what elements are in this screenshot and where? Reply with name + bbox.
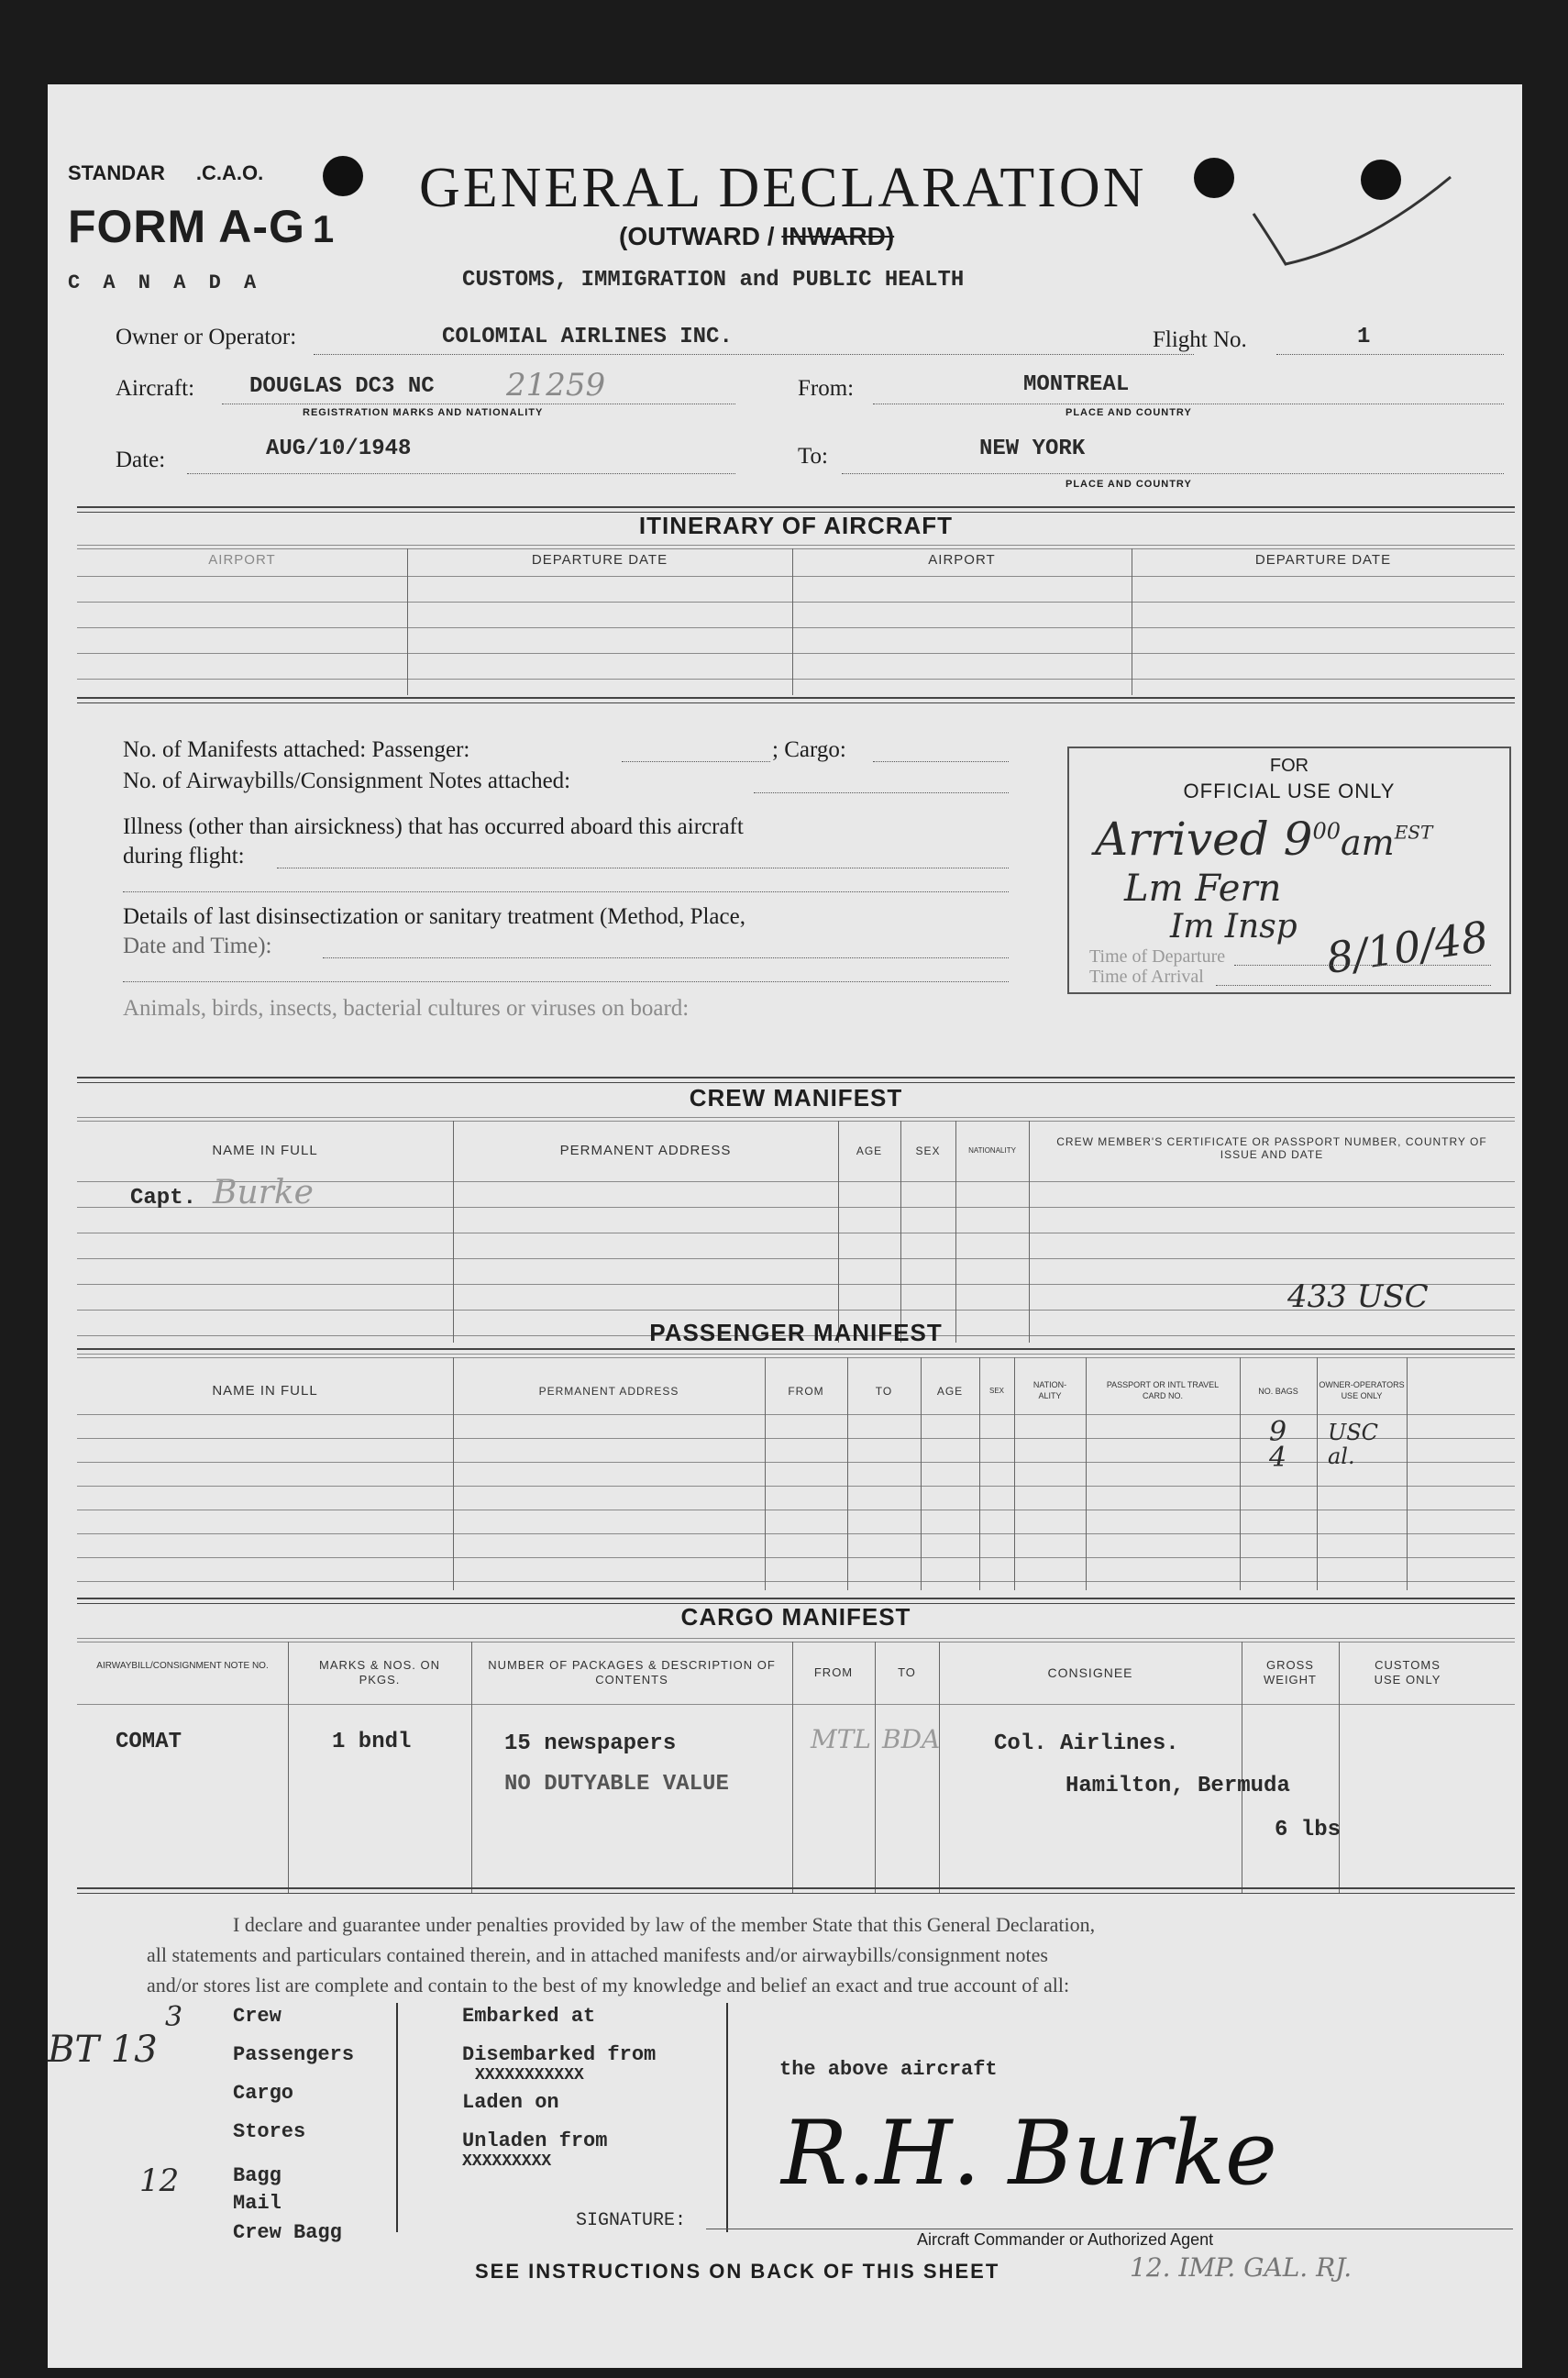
from-label: From: — [798, 376, 855, 401]
form-subtitle: CUSTOMS, IMMIGRATION and PUBLIC HEALTH — [462, 268, 965, 293]
passenger-col-owner: OWNER-OPERATORS USE ONLY — [1319, 1380, 1405, 1400]
cargo-title: CARGO MANIFEST — [680, 1603, 911, 1631]
itinerary-col-airport-1: AIRPORT — [208, 552, 276, 568]
illness-label: Illness (other than airsickness) that has occurred aboard this aircraft — [123, 814, 744, 839]
cargo-marks-value: 1 bndl — [332, 1730, 412, 1754]
crew-col-address: PERMANENT ADDRESS — [559, 1143, 732, 1158]
country-label: C A N A D A — [68, 271, 262, 294]
disinsect-label: Details of last disinsectization or sanitary treatment (Method, Place, — [123, 904, 745, 929]
declaration-item-bagg: Bagg — [233, 2164, 282, 2187]
crew-col-certificate: CREW MEMBER'S CERTIFICATE OR PASSPORT NUMBER, COUNTRY OF ISSUE AND DATE — [1056, 1135, 1487, 1161]
declaration-laden: Laden on — [462, 2091, 559, 2114]
hand-mark-passengers: BT 13 — [48, 2029, 158, 2071]
itinerary-col-departure-2: DEPARTURE DATE — [1254, 552, 1392, 568]
crew-col-sex: SEX — [915, 1145, 941, 1157]
declaration-left-list — [233, 1997, 354, 2249]
cargo-count-label: ; Cargo: — [772, 737, 846, 762]
date-value: AUG/10/1948 — [266, 437, 412, 461]
passenger-bags-1: 9 — [1269, 1416, 1287, 1448]
aircraft-caption: REGISTRATION MARKS AND NATIONALITY — [303, 407, 544, 418]
standard-label: STANDAR .C.A.O. — [68, 161, 264, 184]
hand-mark-bagg: 12 — [139, 2162, 180, 2199]
manifests-label: No. of Manifests attached: Passenger: — [123, 737, 470, 762]
passenger-col-from: FROM — [788, 1385, 824, 1398]
declaration-item-crew-bagg: Crew Bagg — [233, 2221, 342, 2244]
declaration-line-3: and/or stores list are complete and contain to the best of my knowledge and belief an exact and true account of all: — [147, 1974, 1070, 1996]
cargo-weight-value: 6 lbs — [1275, 1818, 1342, 1842]
cargo-to-hand: BDA — [882, 1724, 941, 1754]
crew-col-nationality: NATIONALITY — [968, 1146, 1016, 1155]
owner-value: COLOMIAL AIRLINES INC. — [442, 325, 733, 349]
from-value: MONTREAL — [1023, 372, 1130, 397]
to-caption: PLACE AND COUNTRY — [1066, 479, 1192, 490]
official-use-title-2: OFFICIAL USE ONLY — [1183, 780, 1396, 802]
itinerary-col-airport-2: AIRPORT — [928, 552, 996, 568]
check-mark-icon — [1249, 172, 1460, 282]
declaration-line-1: I declare and guarantee under penalties provided by law of the member State that this General Declaration, — [233, 1913, 1096, 1936]
to-value: NEW YORK — [979, 437, 1086, 461]
animals-label: Animals, birds, insects, bacterial cultures or viruses on board: — [123, 996, 690, 1021]
passenger-col-bags: NO. BAGS — [1258, 1387, 1298, 1396]
declaration-unladen: Unladen from — [462, 2129, 608, 2152]
passenger-col-passport: PASSPORT OR INTL TRAVEL CARD NO. — [1106, 1380, 1220, 1400]
official-hand-date: 8/10/48 — [1323, 911, 1492, 984]
arrived-note: Arrived $9^{00}am^{EST}$ — [1095, 813, 1433, 866]
crew-row — [130, 1174, 314, 1211]
signer-caption: Aircraft Commander or Authorized Agent — [917, 2230, 1214, 2249]
passenger-col-nationality: NATION-ALITY — [1032, 1380, 1067, 1400]
form-id: FORM A-G 1 — [68, 201, 336, 252]
cargo-col-consignee: CONSIGNEE — [1047, 1665, 1133, 1680]
hand-mark-crew: 3 — [165, 2001, 183, 2033]
flight-no-value: 1 — [1357, 325, 1371, 349]
passenger-table — [77, 1319, 1515, 1590]
declaration-line-2: all statements and particulars contained therein, and in attached manifests and/or airwaybills/consignment notes — [147, 1943, 1048, 1966]
flight-no-label: Flight No. — [1153, 327, 1247, 352]
form-sheet — [48, 84, 1522, 2368]
crew-table — [77, 1084, 1515, 1343]
cargo-col-customs: CUSTOMS USE ONLY — [1374, 1658, 1441, 1687]
aircraft-hand: 21259 — [506, 367, 606, 404]
declaration-item-mail: Mail — [233, 2192, 282, 2215]
time-of-arrival-label: Time of Arrival — [1089, 967, 1204, 987]
cargo-from-hand: MTL — [811, 1724, 871, 1754]
passenger-title: PASSENGER MANIFEST — [649, 1319, 943, 1346]
cargo-col-marks: MARKS & NOS. ON PKGS. — [318, 1658, 441, 1687]
direction-label: (OUTWARD / INWARD) — [619, 222, 895, 250]
from-caption: PLACE AND COUNTRY — [1066, 407, 1192, 418]
passenger-col-name: NAME IN FULL — [212, 1383, 318, 1399]
declaration-embarked: Embarked at — [462, 2005, 596, 2028]
declaration-item-passengers: Passengers — [233, 2043, 355, 2066]
passenger-bags-2: 4 — [1269, 1442, 1287, 1474]
punch-hole — [323, 156, 363, 196]
to-label: To: — [798, 444, 828, 469]
declaration-disembarked: Disembarked from — [462, 2043, 657, 2066]
crew-name-hand: Burke — [213, 1174, 314, 1211]
officer-title: Im Insp — [1170, 908, 1297, 946]
aircraft-value: DOUGLAS DC3 NC — [249, 374, 435, 399]
cargo-col-weight: GROSS WEIGHT — [1264, 1658, 1317, 1687]
illness-label-2: during flight: — [123, 844, 245, 868]
passenger-owner-2: al. — [1328, 1443, 1355, 1469]
cargo-description-1: 15 newspapers — [504, 1731, 677, 1756]
passenger-owner-1: USC — [1328, 1420, 1379, 1445]
crew-rank: Capt. — [130, 1186, 197, 1211]
declaration-item-cargo: Cargo — [233, 2082, 294, 2105]
cargo-col-from: FROM — [813, 1665, 854, 1679]
signature-label: SIGNATURE: — [576, 2210, 687, 2231]
itinerary-col-departure-1: DEPARTURE DATE — [531, 552, 668, 568]
form-title: GENERAL DECLARATION — [419, 157, 1147, 219]
footer-instructions: SEE INSTRUCTIONS ON BACK OF THIS SHEET — [475, 2260, 1000, 2283]
cargo-col-waybill: AIRWAYBILL/CONSIGNMENT NOTE NO. — [96, 1661, 269, 1671]
cargo-description-2: NO DUTYABLE VALUE — [504, 1772, 729, 1797]
declaration-item-stores: Stores — [233, 2120, 306, 2143]
official-use-title: FOR — [1269, 756, 1309, 776]
declaration-text — [147, 1909, 1522, 2000]
crew-certificate-value: 433 USC — [1287, 1278, 1429, 1315]
passenger-col-age: AGE — [936, 1385, 964, 1398]
declaration-item-crew: Crew — [233, 2005, 282, 2028]
official-use-box — [1067, 747, 1511, 994]
cargo-table — [77, 1603, 1515, 1893]
passenger-col-to: TO — [875, 1385, 893, 1398]
declaration-aircraft-phrase: the above aircraft — [779, 2058, 998, 2081]
declaration-mid-list — [462, 1997, 656, 2170]
declaration-struck-2: XXXXXXXXX — [462, 2152, 552, 2171]
cargo-waybill-value: COMAT — [116, 1730, 182, 1754]
passenger-col-address: PERMANENT ADDRESS — [538, 1385, 679, 1398]
cargo-col-to: TO — [898, 1665, 916, 1679]
date-label: Date: — [116, 448, 166, 472]
footer-hand-note: 12. IMP. GAL. RJ. — [1130, 2252, 1353, 2283]
crew-col-age: AGE — [856, 1145, 883, 1157]
airwaybills-label: No. of Airwaybills/Consignment Notes attached: — [123, 769, 571, 793]
cargo-col-description: NUMBER OF PACKAGES & DESCRIPTION OF CONTENTS — [488, 1658, 776, 1687]
crew-col-name: NAME IN FULL — [212, 1143, 318, 1158]
crew-title: CREW MANIFEST — [689, 1084, 903, 1112]
declaration-struck-1: XXXXXXXXXXX — [475, 2066, 584, 2085]
punch-hole — [1194, 158, 1234, 198]
itinerary-table — [77, 512, 1515, 695]
cargo-consignee-2: Hamilton, Bermuda — [1066, 1774, 1290, 1798]
disinsect-label-2: Date and Time): — [123, 934, 272, 958]
passenger-col-sex: SEX — [988, 1387, 1004, 1395]
cargo-consignee-1: Col. Airlines. — [994, 1731, 1179, 1756]
aircraft-label: Aircraft: — [116, 376, 195, 401]
time-of-departure-label: Time of Departure — [1089, 946, 1226, 967]
itinerary-title: ITINERARY OF AIRCRAFT — [638, 512, 954, 539]
owner-label: Owner or Operator: — [116, 325, 297, 349]
commander-signature: R.H. Burke — [781, 2102, 1277, 2205]
officer-signature: Lm Fern — [1124, 868, 1282, 910]
